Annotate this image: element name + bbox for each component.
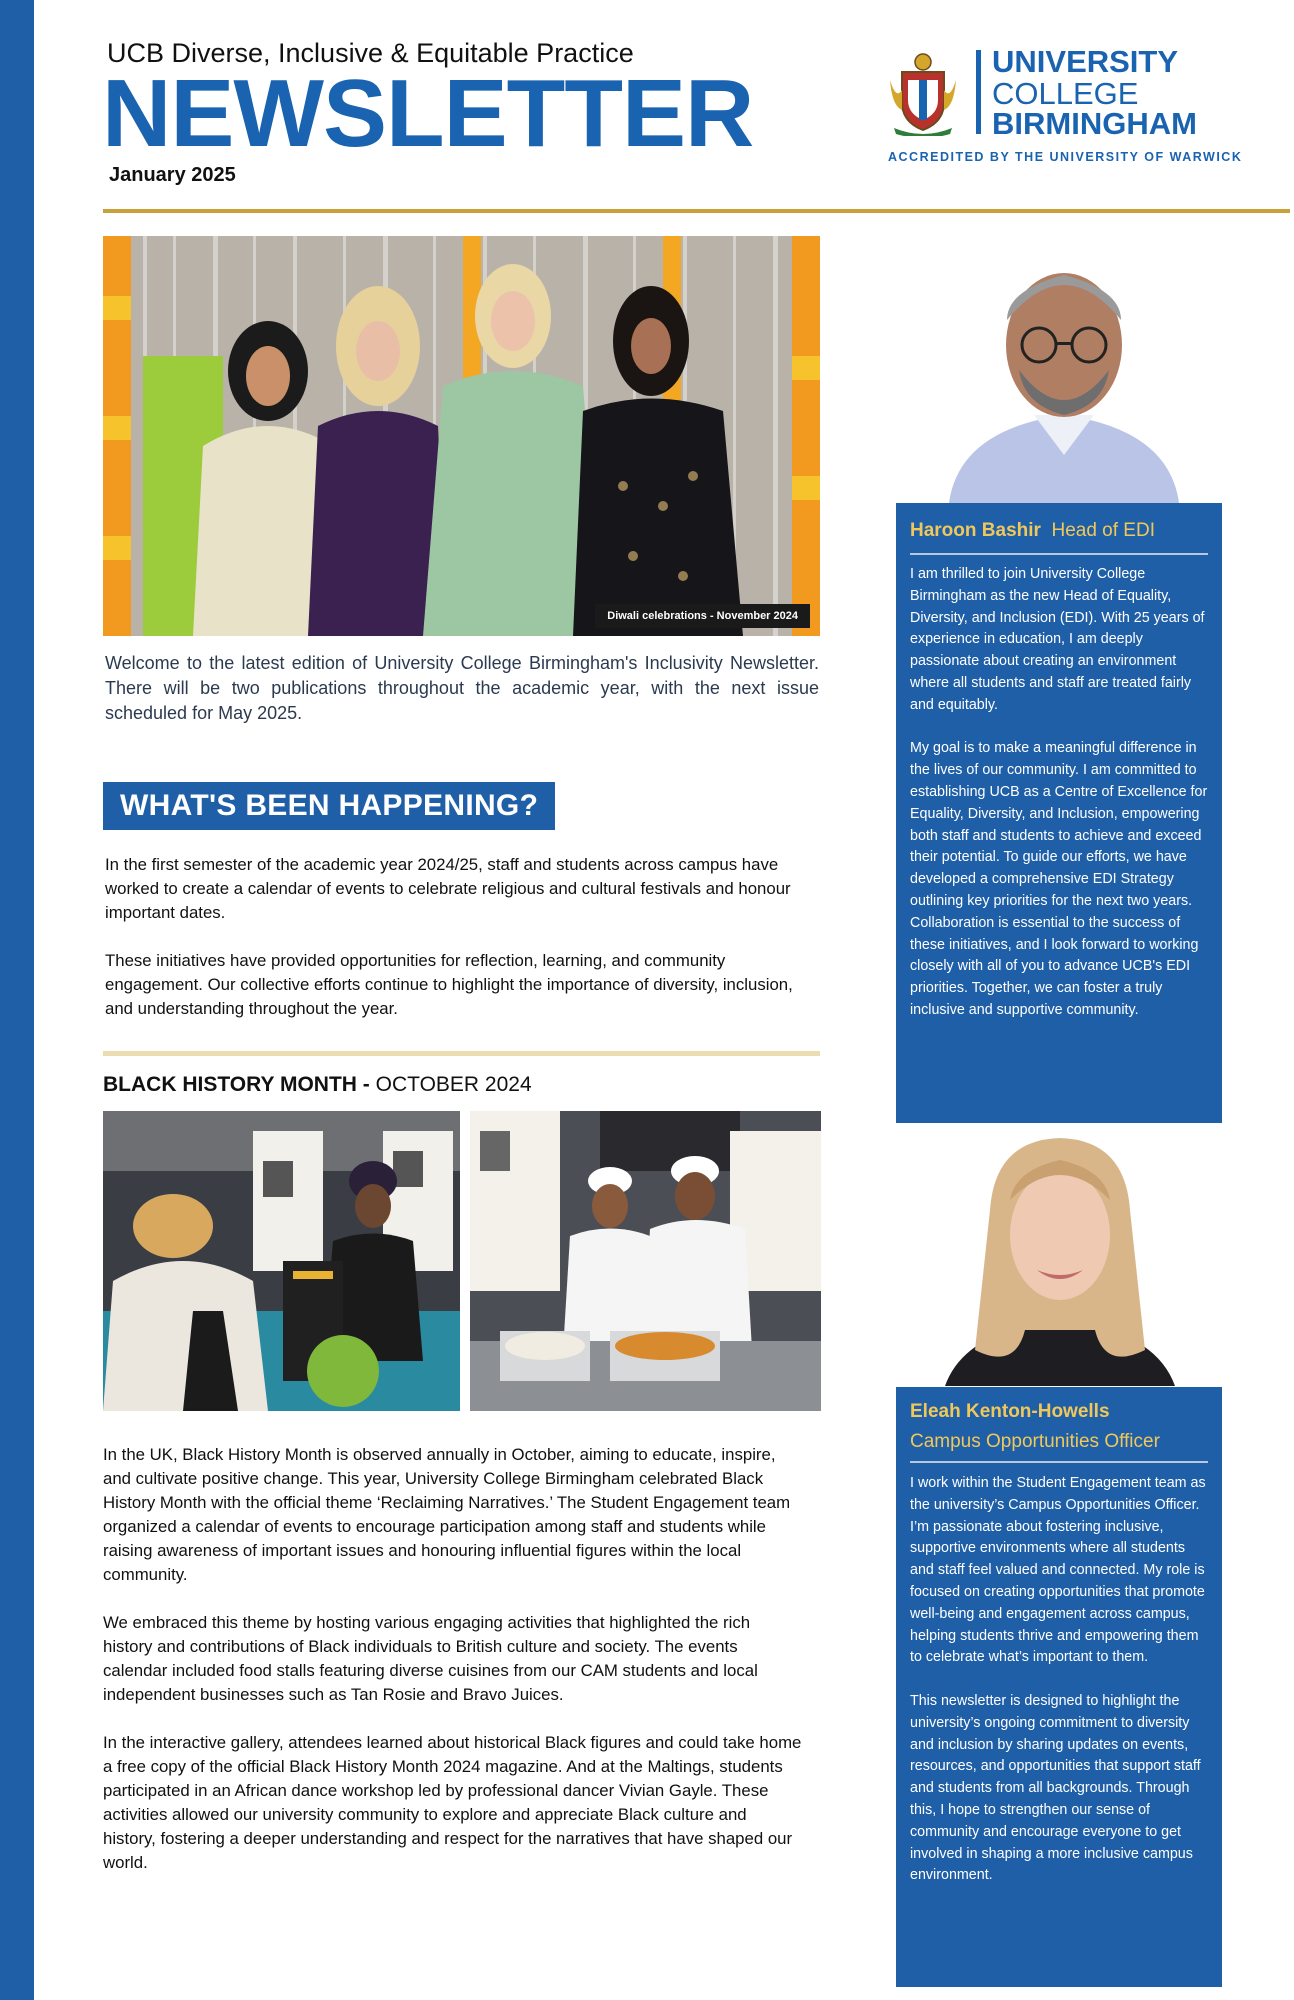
diwali-photo-caption: Diwali celebrations - November 2024 xyxy=(595,604,810,628)
logo-divider xyxy=(976,50,981,134)
header-divider xyxy=(103,209,1290,213)
bhm-paragraph-3: In the interactive gallery, attendees learned about historical Black figures and could take home a free copy of the official Black History Month 2024 magazine. And at the Maltings, students participated in an African dance workshop led by professional dancer Vivian Gayle. These activities allowed our university community to explore and appreciate Black culture and history, fostering a deeper understanding and respect for the narratives that have shaped our world. xyxy=(103,1733,802,1872)
eleah-kenton-howells-profile xyxy=(896,1387,1222,1987)
issue-date: January 2025 xyxy=(109,164,236,186)
bhm-chefs-photo-image xyxy=(470,1111,821,1411)
diwali-photo-image xyxy=(103,236,820,636)
intro-paragraph: Welcome to the latest edition of University College Birmingham's Inclusivity Newsletter. There will be two publications throughout the academic year, with the next issue scheduled for May 2025. xyxy=(105,653,819,723)
black-history-month-heading xyxy=(103,1073,532,1097)
crest-icon xyxy=(888,50,958,136)
profile-name: Eleah Kenton-Howells xyxy=(910,1401,1110,1422)
bio-paragraph-1: I am thrilled to join University College Birmingham as the new Head of Equality, Diversity, and Inclusion (EDI). With 25 years of experience in education, I am deeply passionate about creating an environment where all students and staff are treated fairly and equitably. xyxy=(910,566,1205,713)
eleah-kenton-howells-role: Campus Opportunities Officer xyxy=(910,1431,1160,1452)
haroon-bashir-portrait-image xyxy=(939,240,1189,503)
bhm-heading-bold: BLACK HISTORY MONTH - xyxy=(103,1073,376,1096)
diwali-photo xyxy=(103,236,820,636)
bio-paragraph-1: I work within the Student Engagement team as the university’s Campus Opportunities Officer. I’m passionate about fostering inclusive, supportive environments where all students and staff feel valued and connected. My role is focused on creating opportunities that promote well-being and engagement across campus, helping students thrive and empowering them to celebrate what’s important to them. xyxy=(910,1475,1206,1666)
logo-line-college: COLLEGE xyxy=(992,76,1139,111)
eleah-kenton-howells-name xyxy=(910,1401,1110,1423)
whats-been-happening-text xyxy=(105,853,795,1045)
profile-divider xyxy=(910,1461,1208,1463)
bhm-paragraph-2: We embraced this theme by hosting various engaging activities that highlighted the rich history and contributions of Black individuals to British culture and society. The events calendar included food stalls featuring diverse cuisines from our CAM students and local independent businesses such as Tan Rosie and Bravo Juices. xyxy=(103,1613,758,1704)
newsletter-subtitle: UCB Diverse, Inclusive & Equitable Practice xyxy=(107,38,634,68)
profile-role: Head of EDI xyxy=(1051,520,1155,541)
bhm-heading-date: OCTOBER 2024 xyxy=(375,1073,532,1096)
eleah-kenton-howells-portrait-image xyxy=(945,1130,1175,1386)
bhm-stall-photo xyxy=(103,1111,460,1411)
black-history-month-text xyxy=(103,1443,803,1899)
logo-line-university: UNIVERSITY xyxy=(992,44,1179,79)
happening-paragraph-2: These initiatives have provided opportunities for reflection, learning, and community engagement. Our collective efforts continue to highlight the importance of diversity, inclusion, and understanding throughout the year. xyxy=(105,951,793,1018)
eleah-kenton-howells-bio xyxy=(910,1473,1210,1909)
haroon-bashir-portrait xyxy=(939,240,1189,503)
haroon-bashir-bio xyxy=(910,564,1210,1044)
logo-accreditation: ACCREDITED BY THE UNIVERSITY OF WARWICK xyxy=(888,150,1243,164)
eleah-kenton-howells-portrait xyxy=(945,1130,1175,1386)
profile-divider xyxy=(910,553,1208,555)
ucb-logo[interactable] xyxy=(888,46,1268,166)
whats-been-happening-heading: WHAT'S BEEN HAPPENING? xyxy=(103,782,555,830)
logo-line-birmingham: BIRMINGHAM xyxy=(992,106,1197,141)
happening-paragraph-1: In the first semester of the academic year 2024/25, staff and students across campus have worked to create a calendar of events to celebrate religious and cultural festivals and honour important dates. xyxy=(105,855,791,922)
left-accent-bar xyxy=(0,0,34,2000)
profile-name: Haroon Bashir xyxy=(910,520,1041,541)
bio-paragraph-2: My goal is to make a meaningful difference in the lives of our community. I am committed to establishing UCB as a Centre of Excellence for Equality, Diversity, and Inclusion, empowering both staff and students to achieve and exceed their potential. To guide our efforts, we have developed a comprehensive EDI Strategy outlining key priorities for the next two years. Collaboration is essential to the success of these initiatives, and I look forward to working closely with all of you to advance UCB's EDI priorities. Together, we can foster a truly inclusive and supportive community. xyxy=(910,740,1208,1018)
haroon-bashir-heading xyxy=(910,520,1155,542)
newsletter-title: NEWSLETTER xyxy=(102,60,754,167)
bhm-chefs-photo xyxy=(470,1111,821,1411)
bio-paragraph-2: This newsletter is designed to highlight the university’s ongoing commitment to diversity and inclusion by sharing updates on events, resources, and opportunities that support staff and students from all backgrounds. Through this, I hope to strengthen our sense of community and encourage everyone to get involved in shaping a more inclusive campus environment. xyxy=(910,1692,1201,1884)
bhm-stall-photo-image xyxy=(103,1111,460,1411)
bhm-paragraph-1: In the UK, Black History Month is observed annually in October, aiming to educate, inspire, and cultivate positive change. This year, University College Birmingham celebrated Black History Month with the official theme ‘Reclaiming Narratives.’ The Student Engagement team organized a calendar of events to encourage participation among staff and students while raising awareness of important issues and honouring influential figures within the local community. xyxy=(103,1445,791,1584)
haroon-bashir-profile xyxy=(896,503,1222,1123)
section-divider xyxy=(103,1051,820,1056)
